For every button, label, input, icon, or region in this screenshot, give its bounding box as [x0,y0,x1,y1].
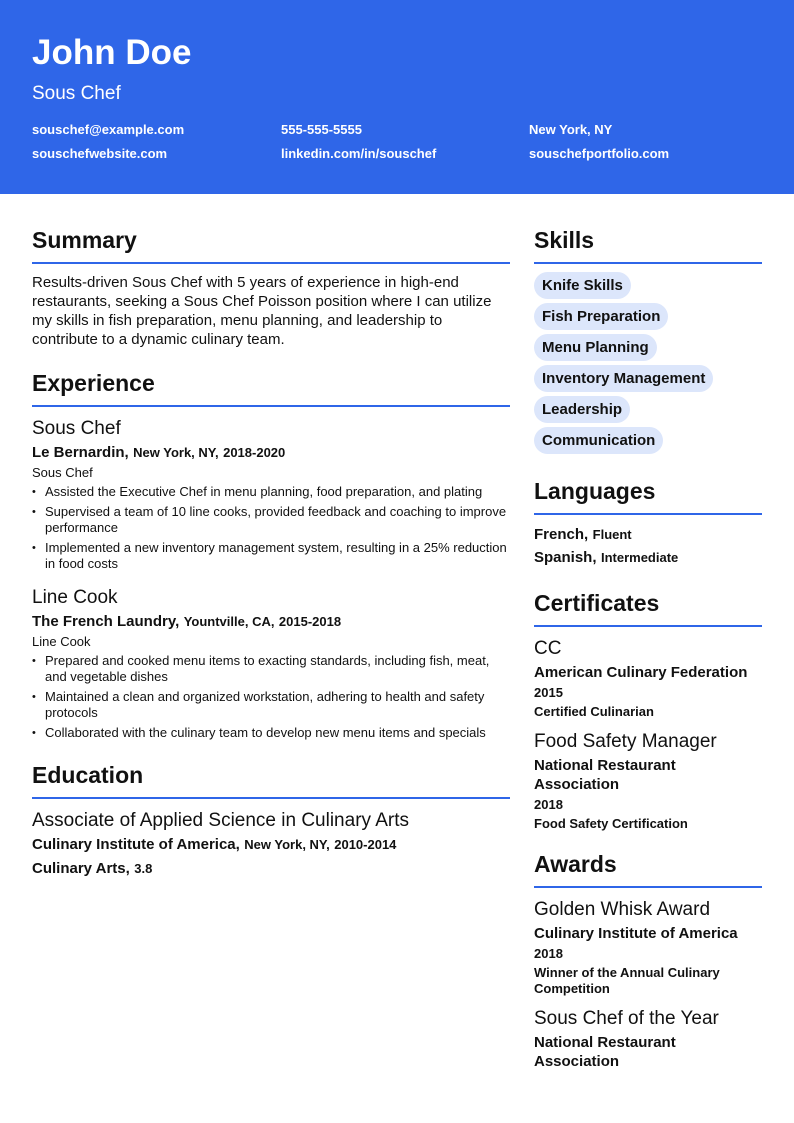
experience-section [32,369,510,741]
candidate-title: Sous Chef [32,83,121,104]
summary-text: Results-driven Sous Chef with 5 years of experience in high-end restaurants, seeking a Sous Chef Poisson position where I can utilize my skills in fish preparation, menu planning, and leadership to contribute to a dynamic culinary team. [32,274,492,348]
section-heading-certificates: Certificates [534,589,762,627]
language-item [534,523,762,546]
job-role: Line Cook [32,634,91,649]
education-entry [32,809,510,879]
contact-location: New York, NY [529,122,613,137]
bullet-item: • Implemented a new inventory management system, resulting in a 25% reduction in food costs [32,540,510,572]
school-location: New York, NY, [244,837,330,852]
skill-chip: Menu Planning [534,334,657,361]
contact-portfolio[interactable]: souschefportfolio.com [529,146,670,161]
right-column [534,226,762,1081]
section-heading-experience: Experience [32,369,510,407]
contact-phone[interactable]: 555-555-5555 [281,122,362,137]
job-title: Sous Chef [32,418,121,439]
certificate-desc: Food Safety Certification [534,816,688,831]
education-meta [32,835,510,855]
job-location: New York, NY, [133,445,219,460]
experience-entry [32,417,510,572]
certificate-org: National Restaurant Association [534,757,676,793]
certificate-entry [534,637,762,720]
experience-entry [32,586,510,741]
gpa-value: 3.8 [134,861,153,876]
job-dates: 2015-2018 [278,614,342,629]
job-meta [32,612,510,632]
field-of-study: Culinary Arts, [32,860,130,877]
award-org: National Restaurant Association [534,1034,676,1070]
skill-chip: Fish Preparation [534,303,668,330]
bullet-item: • Supervised a team of 10 line cooks, provided feedback and coaching to improve performance [32,504,510,536]
certificates-section [534,589,762,832]
education-section [32,761,510,879]
skill-chip: Knife Skills [534,272,631,299]
job-dates: 2018-2020 [223,445,286,460]
job-bullets [32,484,510,572]
bullet-item: • Collaborated with the culinary team to develop new menu items and specials [32,725,510,741]
certificate-title: Food Safety Manager [534,731,717,752]
company-name: The French Laundry, [32,613,180,630]
job-bullets [32,653,510,741]
school-name: Culinary Institute of America, [32,836,240,853]
languages-section [534,477,762,569]
award-date: 2018 [534,946,563,961]
contact-email[interactable]: souschef@example.com [32,122,185,137]
certificate-org: American Culinary Federation [534,664,748,681]
award-org: Culinary Institute of America [534,925,738,942]
skills-section [534,226,762,458]
skill-chip: Communication [534,427,663,454]
job-title: Line Cook [32,587,118,608]
left-column [32,226,510,893]
certificate-entry [534,730,762,832]
certificate-date: 2015 [534,685,563,700]
contact-linkedin[interactable]: linkedin.com/in/souschef [281,146,437,161]
resume-header [0,0,794,194]
contact-website[interactable]: souschefwebsite.com [32,146,168,161]
certificate-date: 2018 [534,797,563,812]
section-heading-languages: Languages [534,477,762,515]
award-entry [534,898,762,997]
education-field-row [32,859,510,879]
certificate-desc: Certified Culinarian [534,704,654,719]
skills-list [534,272,762,458]
award-title: Sous Chef of the Year [534,1008,719,1029]
section-heading-summary: Summary [32,226,510,264]
award-title: Golden Whisk Award [534,899,711,920]
bullet-item: • Prepared and cooked menu items to exacting standards, including fish, meat, and vegetable dishes [32,653,510,685]
summary-section [32,226,510,349]
languages-list [534,523,762,569]
award-entry [534,1007,762,1071]
bullet-item: • Assisted the Executive Chef in menu planning, food preparation, and plating [32,484,510,500]
language-level: Intermediate [600,550,679,565]
job-meta [32,443,510,463]
degree-title: Associate of Applied Science in Culinary Arts [32,810,410,831]
company-name: Le Bernardin, [32,444,129,461]
language-name: Spanish, [534,549,597,566]
language-name: French, [534,526,589,543]
bullet-item: • Maintained a clean and organized workstation, adhering to health and safety protocols [32,689,510,721]
skill-chip: Inventory Management [534,365,713,392]
award-desc: Winner of the Annual Culinary Competition [534,965,720,996]
language-item [534,546,762,569]
job-role: Sous Chef [32,465,93,480]
language-level: Fluent [592,527,632,542]
certificate-title: CC [534,638,562,659]
awards-section [534,850,762,1071]
skill-chip: Leadership [534,396,630,423]
job-location: Yountville, CA, [183,614,275,629]
education-dates: 2010-2014 [334,837,397,852]
candidate-name: John Doe [32,33,192,72]
section-heading-skills: Skills [534,226,762,264]
section-heading-education: Education [32,761,510,799]
section-heading-awards: Awards [534,850,762,888]
